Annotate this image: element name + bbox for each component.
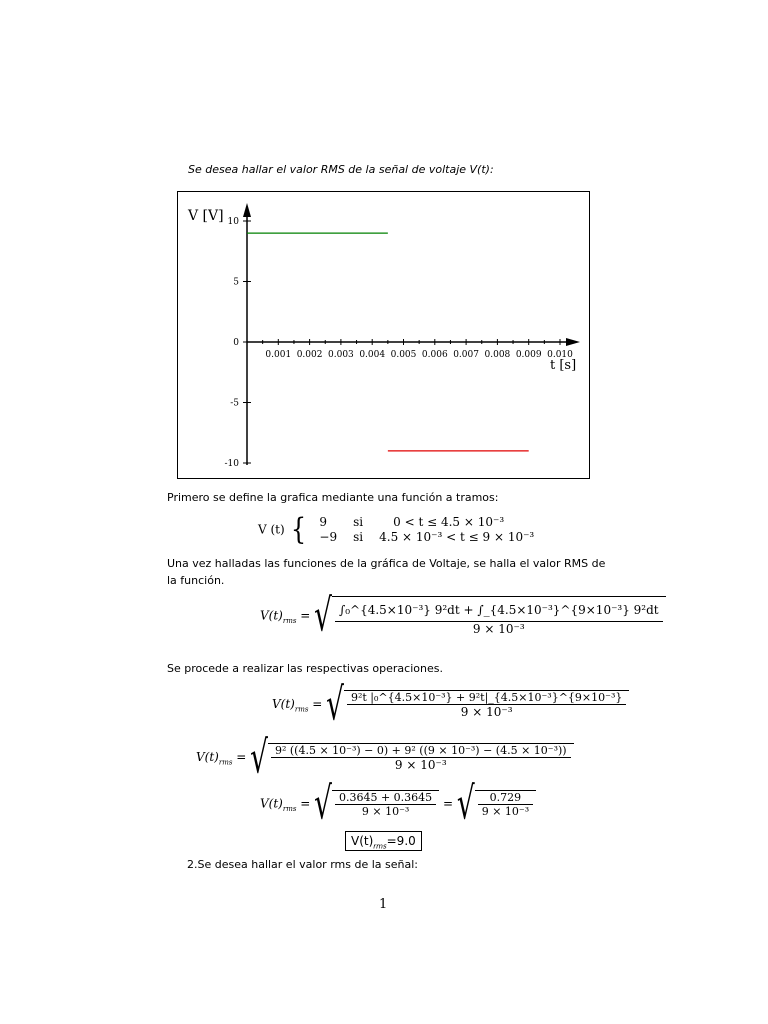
equation-1: $V(t)_{rms}$ = √ $\frac{\text{∫₀\textasciicircum{}\{4.5×10⁻³\} 9²dt + ∫\_\{4.5×10⁻³\}\textasciicircum{}\{9×10⁻³\} 9²dt}}{\text{9 × 10⁻³}}$ <box>260 596 666 636</box>
eq3-numerator: 9² ((4.5 × 10⁻³) − 0) + 9² ((9 × 10⁻³) − (4.5 × 10⁻³)) <box>271 744 571 758</box>
sqrt-symbol: √ <box>326 677 344 731</box>
eq1-numerator: ∫₀^{4.5×10⁻³} 9²dt + ∫_{4.5×10⁻³}^{9×10⁻³} 9²dt <box>335 597 663 622</box>
paragraph-4: 2.Se desea hallar el valor rms de la señal: <box>187 858 418 871</box>
result-box <box>345 830 422 850</box>
y-tick-label: 10 <box>227 217 239 227</box>
sqrt-symbol: √ <box>314 588 332 642</box>
eq4-denominator-2: 9 × 10⁻³ <box>481 805 530 818</box>
case-condition: 4.5 × 10⁻³ < t ≤ 9 × 10⁻³ <box>379 530 535 544</box>
paragraph-3: Se procede a realizar las respectivas operaciones. <box>167 662 443 675</box>
case-si: si <box>353 515 364 529</box>
brace-symbol: { <box>290 512 306 547</box>
x-tick-label: 0.009 <box>515 350 542 360</box>
case-value: −9 <box>319 530 338 544</box>
equation-3: $V(t)_{rms}$ = √ $\frac{\text{9² ((4.5 × 10⁻³) − 0) + 9² ((9 × 10⁻³) − (4.5 × 10⁻³))}}{\text{9 × 10⁻³}}$ <box>196 743 574 772</box>
paragraph-1: Primero se define la grafica mediante una función a tramos: <box>167 491 499 504</box>
x-tick-label: 0.007 <box>453 350 479 360</box>
x-tick-label: 0.005 <box>390 350 417 360</box>
eq2-lhs: V(t) <box>272 697 295 711</box>
y-tick-label: -5 <box>230 398 239 409</box>
x-tick-label: 0.002 <box>296 350 323 360</box>
y-tick-label: 0 <box>233 338 239 348</box>
sqrt-symbol: √ <box>250 730 268 784</box>
eq4-numerator-1: 0.3645 + 0.3645 <box>335 791 436 805</box>
y-tick-label: -10 <box>224 459 239 469</box>
sqrt-symbol: √ <box>314 776 332 830</box>
eq1-denominator: 9 × 10⁻³ <box>472 622 525 636</box>
x-tick-label: 0.003 <box>328 350 354 360</box>
eq1-sqrt <box>314 588 666 642</box>
eq4-denominator-1: 9 × 10⁻³ <box>361 805 410 818</box>
y-axis-arrow <box>243 203 251 217</box>
eq4-sqrt-1 <box>314 776 439 830</box>
result-value: =9.0 <box>386 834 416 848</box>
y-axis-label: V [V] <box>188 208 224 224</box>
case-condition: 0 < t ≤ 4.5 × 10⁻³ <box>393 515 505 529</box>
case-si: si <box>353 530 364 544</box>
eq3-lhs-sub: rms <box>218 758 233 767</box>
eq4-sqrt-2 <box>456 776 536 830</box>
eq4-fraction-2 <box>478 791 533 818</box>
piecewise-lhs: V (t) <box>258 522 285 537</box>
x-tick-label: 0.004 <box>359 350 386 360</box>
result-lhs: V(t) <box>351 834 374 848</box>
eq4-fraction-1 <box>335 791 436 818</box>
sqrt-symbol: √ <box>456 776 475 830</box>
paragraph-2: Una vez halladas las funciones de la gráfica de Voltaje, se halla el valor RMS de la función. <box>167 557 606 587</box>
case-row <box>311 515 542 530</box>
x-tick-label: 0.001 <box>265 350 292 360</box>
eq3-denominator: 9 × 10⁻³ <box>394 758 447 772</box>
eq3-fraction <box>271 744 571 772</box>
eq2-denominator: 9 × 10⁻³ <box>460 705 513 719</box>
x-tick-label: 0.006 <box>421 350 448 360</box>
result-expression <box>345 831 422 851</box>
case-value: 9 <box>319 515 328 529</box>
eq2-fraction <box>347 691 626 719</box>
x-tick-label: 0.010 <box>547 350 573 360</box>
eq4-lhs-sub: rms <box>282 804 297 813</box>
chart-svg <box>178 192 589 478</box>
equation-4: $V(t)_{rms}$ = √ $\frac{0.3645 + 0.3645}{\text{9 × 10⁻³}}$ = √ $\frac{0.729}{\text{9 × 10⁻³}}$ <box>260 790 536 818</box>
eq1-lhs-sub: rms <box>282 616 297 625</box>
case-row <box>311 530 542 545</box>
voltage-chart <box>177 191 590 479</box>
eq2-lhs-sub: rms <box>294 705 309 714</box>
x-axis-arrow <box>566 338 580 346</box>
result-sub: rms <box>373 842 387 851</box>
eq4-lhs: V(t) <box>260 796 283 811</box>
intro-text: Se desea hallar el valor RMS de la señal de voltaje V(t): <box>188 163 494 176</box>
y-tick-label: 5 <box>233 277 239 288</box>
equation-2: $V(t)_{rms}$ = √ $\frac{\text{9²t |₀\textasciicircum{}\{4.5×10⁻³\} + 9²t|\_\{4.5×10⁻³\}\textasciicircum{}\{9×10⁻³\}}}{\text{9 × 10⁻³}}$ <box>272 690 629 719</box>
piecewise-function <box>258 512 542 547</box>
eq4-numerator-2: 0.729 <box>478 791 533 805</box>
eq2-numerator: 9²t |₀^{4.5×10⁻³} + 9²t|_{4.5×10⁻³}^{9×10⁻³} <box>347 691 626 705</box>
piecewise-cases <box>311 515 542 545</box>
x-axis-label: t [s] <box>550 358 577 373</box>
eq3-lhs: V(t) <box>196 750 219 764</box>
eq1-fraction <box>335 597 663 636</box>
page-number: 1 <box>379 897 388 912</box>
x-tick-label: 0.008 <box>484 350 511 360</box>
eq1-lhs: V(t) <box>260 608 283 623</box>
